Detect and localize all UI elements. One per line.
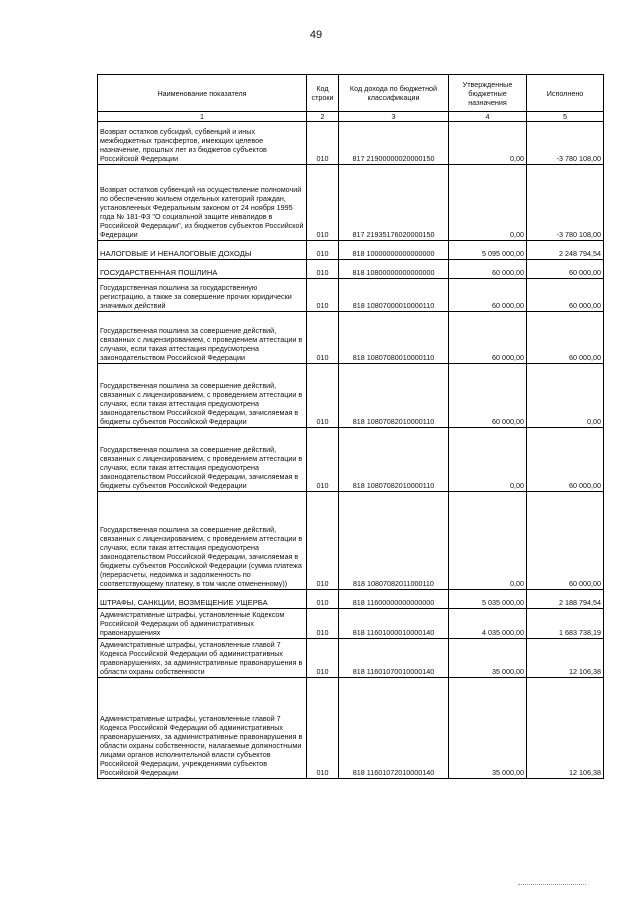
row-approved-amount: 0,00 <box>449 165 527 241</box>
header-executed: Исполнено <box>527 75 604 112</box>
row-line-code: 010 <box>307 260 339 279</box>
row-budget-code: 818 10807082010000110 <box>339 364 449 428</box>
row-approved-amount: 60 000,00 <box>449 312 527 364</box>
column-number-5: 5 <box>527 112 604 122</box>
row-budget-code: 818 10807082011000110 <box>339 492 449 590</box>
column-number-1: 1 <box>98 112 307 122</box>
row-line-code: 010 <box>307 428 339 492</box>
row-executed-amount: 12 106,38 <box>527 639 604 678</box>
row-budget-code: 817 21935176020000150 <box>339 165 449 241</box>
row-name: Государственная пошлина за государственную регистрацию, а также за совершение прочих юридически значимых действий <box>98 279 307 312</box>
table-row <box>98 492 604 590</box>
row-executed-amount: 0,00 <box>527 364 604 428</box>
row-line-code: 010 <box>307 364 339 428</box>
column-number-4: 4 <box>449 112 527 122</box>
row-name: Административные штрафы, установленные Кодексом Российской Федерации об административных правонарушениях <box>98 609 307 639</box>
row-budget-code: 818 10807000010000110 <box>339 279 449 312</box>
row-name: Административные штрафы, установленные главой 7 Кодекса Российской Федерации об административных правонарушениях, за административные правонарушения в области охраны собственности <box>98 639 307 678</box>
row-budget-code: 818 11600000000000000 <box>339 590 449 609</box>
row-line-code: 010 <box>307 590 339 609</box>
row-line-code: 010 <box>307 279 339 312</box>
column-number-3: 3 <box>339 112 449 122</box>
row-name: ШТРАФЫ, САНКЦИИ, ВОЗМЕЩЕНИЕ УЩЕРБА <box>98 590 307 609</box>
row-name: ГОСУДАРСТВЕННАЯ ПОШЛИНА <box>98 260 307 279</box>
table-row <box>98 279 604 312</box>
row-budget-code: 818 11601072010000140 <box>339 678 449 779</box>
table-body <box>98 122 604 779</box>
header-code: Код строки <box>307 75 339 112</box>
row-line-code: 010 <box>307 609 339 639</box>
row-name: Государственная пошлина за совершение действий, связанных с лицензированием, с проведением аттестации в случаях, если такая аттестация предусмотрена законодательством Российской Федерации, зачисляемая в бюджеты субъектов Российской Федерации (сумма платежа (перерасчеты, недоимка и задолженность по соответствующему платежу, в том числе отмененному)) <box>98 492 307 590</box>
row-budget-code: 818 10807080010000110 <box>339 312 449 364</box>
table-row <box>98 260 604 279</box>
row-name: Административные штрафы, установленные главой 7 Кодекса Российской Федерации об административных правонарушениях, за административные правонарушения в области охраны собственности, налагаемые должностными лицами органов исполнительной власти субъектов Российской Федерации, учреждениями субъектов Российской Федерации <box>98 678 307 779</box>
row-name: НАЛОГОВЫЕ И НЕНАЛОГОВЫЕ ДОХОДЫ <box>98 241 307 260</box>
header-name: Наименование показателя <box>98 75 307 112</box>
row-executed-amount: 12 106,38 <box>527 678 604 779</box>
row-budget-code: 817 21900000020000150 <box>339 122 449 165</box>
row-line-code: 010 <box>307 241 339 260</box>
row-executed-amount: 60 000,00 <box>527 260 604 279</box>
row-name: Возврат остатков субвенций на осуществление полномочий по обеспечению жильем отдельных категорий граждан, установленных Федеральным законом от 24 ноября 1995 года № 181-ФЗ "О социальной защите инвалидов в Российской Федерации", из бюджетов субъектов Российской Федерации <box>98 165 307 241</box>
row-executed-amount: 2 188 794,54 <box>527 590 604 609</box>
table-row <box>98 590 604 609</box>
row-name: Государственная пошлина за совершение действий, связанных с лицензированием, с проведением аттестации в случаях, если такая аттестация предусмотрена законодательством Российской Федерации, зачисляемая в бюджеты субъектов Российской Федерации <box>98 428 307 492</box>
row-line-code: 010 <box>307 639 339 678</box>
row-executed-amount: 60 000,00 <box>527 492 604 590</box>
table-row <box>98 165 604 241</box>
row-executed-amount: 60 000,00 <box>527 279 604 312</box>
row-line-code: 010 <box>307 678 339 779</box>
row-name: Государственная пошлина за совершение действий, связанных с лицензированием, с проведением аттестации в случаях, если такая аттестация предусмотрена законодательством Российской Федерации <box>98 312 307 364</box>
row-line-code: 010 <box>307 165 339 241</box>
table-row <box>98 122 604 165</box>
column-number-2: 2 <box>307 112 339 122</box>
row-executed-amount: -3 780 108,00 <box>527 122 604 165</box>
table-row <box>98 312 604 364</box>
table-row <box>98 639 604 678</box>
row-approved-amount: 0,00 <box>449 492 527 590</box>
row-executed-amount: 60 000,00 <box>527 428 604 492</box>
row-approved-amount: 60 000,00 <box>449 260 527 279</box>
footer-mark <box>518 884 586 886</box>
row-budget-code: 818 11601070010000140 <box>339 639 449 678</box>
table-row <box>98 241 604 260</box>
row-executed-amount: -3 780 108,00 <box>527 165 604 241</box>
row-approved-amount: 35 000,00 <box>449 678 527 779</box>
row-name: Государственная пошлина за совершение действий, связанных с лицензированием, с проведением аттестации в случаях, если такая аттестация предусмотрена законодательством Российской Федерации, зачисляемая в бюджеты субъектов Российской Федерации <box>98 364 307 428</box>
row-line-code: 010 <box>307 492 339 590</box>
row-executed-amount: 1 683 738,19 <box>527 609 604 639</box>
row-approved-amount: 5 035 000,00 <box>449 590 527 609</box>
row-approved-amount: 60 000,00 <box>449 279 527 312</box>
row-budget-code: 818 10000000000000000 <box>339 241 449 260</box>
row-name: Возврат остатков субсидий, субвенций и иных межбюджетных трансфертов, имеющих целевое назначение, прошлых лет из бюджетов субъектов Российской Федерации <box>98 122 307 165</box>
row-approved-amount: 60 000,00 <box>449 364 527 428</box>
row-executed-amount: 2 248 794,54 <box>527 241 604 260</box>
page-number: 49 <box>309 29 323 41</box>
row-approved-amount: 0,00 <box>449 122 527 165</box>
row-approved-amount: 5 095 000,00 <box>449 241 527 260</box>
row-budget-code: 818 10800000000000000 <box>339 260 449 279</box>
row-approved-amount: 4 035 000,00 <box>449 609 527 639</box>
row-approved-amount: 35 000,00 <box>449 639 527 678</box>
row-line-code: 010 <box>307 312 339 364</box>
row-budget-code: 818 10807082010000110 <box>339 428 449 492</box>
table-row <box>98 428 604 492</box>
row-executed-amount: 60 000,00 <box>527 312 604 364</box>
header-kbk: Код дохода по бюджетной классификации <box>339 75 449 112</box>
table-row <box>98 678 604 779</box>
revenue-report-table <box>97 74 604 779</box>
row-budget-code: 818 11601000010000140 <box>339 609 449 639</box>
row-approved-amount: 0,00 <box>449 428 527 492</box>
table-row <box>98 364 604 428</box>
row-line-code: 010 <box>307 122 339 165</box>
table-row <box>98 609 604 639</box>
header-approved: Утвержденные бюджетные назначения <box>449 75 527 112</box>
